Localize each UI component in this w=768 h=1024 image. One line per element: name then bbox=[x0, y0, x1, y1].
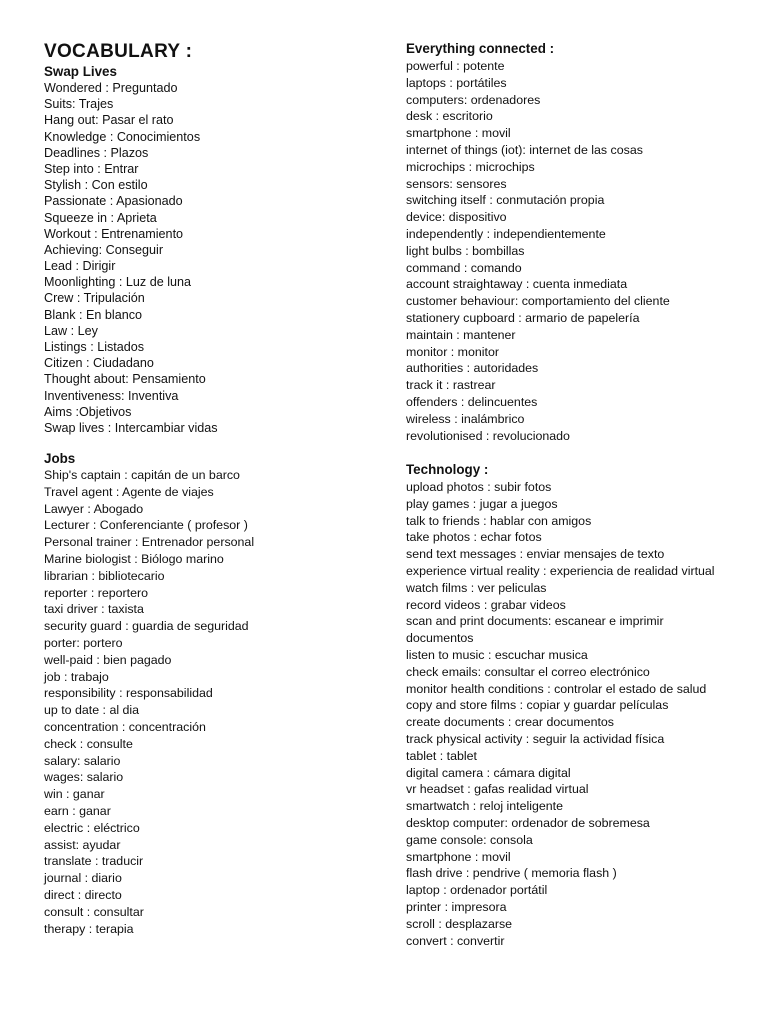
vocabulary-entry: account straightaway : cuenta inmediata bbox=[406, 277, 628, 292]
vocabulary-entry: well-paid : bien pagado bbox=[44, 652, 172, 667]
vocabulary-entry: stationery cupboard : armario de papelería bbox=[406, 310, 640, 325]
vocabulary-entry: microchips : microchips bbox=[406, 159, 535, 174]
vocabulary-entry: record videos : grabar videos bbox=[406, 597, 566, 612]
vocabulary-entry: customer behaviour: comportamiento del cliente bbox=[406, 294, 670, 309]
vocabulary-entry: Citizen : Ciudadano bbox=[44, 356, 154, 371]
vocabulary-entry: digital camera : cámara digital bbox=[406, 765, 571, 780]
vocabulary-entry: laptop : ordenador portátil bbox=[406, 883, 548, 898]
vocabulary-entry: vr headset : gafas realidad virtual bbox=[406, 782, 589, 797]
vocabulary-entry: librarian : bibliotecario bbox=[44, 568, 165, 583]
vocabulary-entry: smartphone : movil bbox=[406, 849, 511, 864]
vocabulary-entry: game console: consola bbox=[406, 832, 533, 847]
vocabulary-entry: internet of things (iot): internet de las cosas bbox=[406, 142, 643, 157]
vocabulary-entry: electric : eléctrico bbox=[44, 820, 140, 835]
vocabulary-entry: offenders : delincuentes bbox=[406, 394, 538, 409]
vocabulary-entry: light bulbs : bombillas bbox=[406, 243, 525, 258]
vocabulary-entry: sensors: sensores bbox=[406, 176, 507, 191]
vocabulary-entry: concentration : concentración bbox=[44, 719, 206, 734]
vocabulary-entry: porter: portero bbox=[44, 635, 123, 650]
vocabulary-entry: monitor : monitor bbox=[406, 344, 499, 359]
vocabulary-entry: Workout : Entrenamiento bbox=[44, 226, 184, 241]
vocabulary-entry: switching itself : conmutación propia bbox=[406, 193, 605, 208]
vocabulary-entry: take photos : echar fotos bbox=[406, 530, 542, 545]
vocabulary-entry: talk to friends : hablar con amigos bbox=[406, 513, 592, 528]
section-heading-jobs: Jobs bbox=[44, 451, 76, 466]
vocabulary-entry: check : consulte bbox=[44, 736, 133, 751]
vocabulary-entry: Lecturer : Conferenciante ( profesor ) bbox=[44, 518, 248, 533]
page-title: VOCABULARY : bbox=[44, 41, 193, 62]
vocabulary-entry: Squeeze in : Aprieta bbox=[44, 210, 157, 225]
vocabulary-entry: revolutionised : revolucionado bbox=[406, 428, 570, 443]
vocabulary-entry: computers: ordenadores bbox=[406, 92, 541, 107]
vocabulary-entry: Thought about: Pensamiento bbox=[44, 372, 206, 387]
vocabulary-entry: copy and store films : copiar y guardar películas bbox=[406, 698, 669, 713]
vocabulary-entry: printer : impresora bbox=[406, 899, 507, 914]
vocabulary-entry: desk : escritorio bbox=[406, 109, 493, 124]
vocabulary-entry: job : trabajo bbox=[44, 669, 109, 684]
vocabulary-entry: Travel agent : Agente de viajes bbox=[44, 484, 214, 499]
vocabulary-entry: Aims :Objetivos bbox=[44, 404, 132, 419]
vocabulary-entry: command : comando bbox=[406, 260, 522, 275]
vocabulary-entry: Achieving: Conseguir bbox=[44, 242, 164, 257]
vocabulary-entry: translate : traducir bbox=[44, 854, 144, 869]
vocabulary-entry: salary: salario bbox=[44, 753, 121, 768]
vocabulary-entry: Personal trainer : Entrenador personal bbox=[44, 535, 255, 550]
vocabulary-entry: authorities : autoridades bbox=[406, 361, 539, 376]
vocabulary-entry: check emails: consultar el correo electrónico bbox=[406, 664, 650, 679]
swap-lives-list bbox=[44, 80, 218, 436]
vocabulary-entry: laptops : portátiles bbox=[406, 75, 507, 90]
vocabulary-entry: Hang out: Pasar el rato bbox=[44, 113, 174, 128]
vocabulary-entry: convert : convertir bbox=[406, 933, 505, 948]
section-heading-technology: Technology : bbox=[406, 462, 489, 477]
vocabulary-entry: play games : jugar a juegos bbox=[406, 496, 558, 511]
vocabulary-entry: watch films : ver peliculas bbox=[406, 580, 547, 595]
vocabulary-entry: wages: salario bbox=[44, 770, 124, 785]
vocabulary-entry: smartphone : movil bbox=[406, 126, 511, 141]
vocabulary-entry: listen to music : escuchar musica bbox=[406, 647, 588, 662]
vocabulary-entry: responsibility : responsabilidad bbox=[44, 686, 213, 701]
section-heading-everything-connected: Everything connected : bbox=[406, 41, 555, 56]
vocabulary-entry: maintain : mantener bbox=[406, 327, 516, 342]
vocabulary-entry: device: dispositivo bbox=[406, 210, 507, 225]
vocabulary-entry: security guard : guardia de seguridad bbox=[44, 619, 249, 634]
vocabulary-entry: assist: ayudar bbox=[44, 837, 121, 852]
vocabulary-entry: Passionate : Apasionado bbox=[44, 194, 183, 209]
vocabulary-entry: Lead : Dirigir bbox=[44, 259, 116, 274]
vocabulary-entry: reporter : reportero bbox=[44, 585, 148, 600]
vocabulary-entry: smartwatch : reloj inteligente bbox=[406, 799, 564, 814]
vocabulary-entry: track physical activity : seguir la actividad física bbox=[406, 731, 665, 746]
vocabulary-entry: flash drive : pendrive ( memoria flash ) bbox=[406, 866, 617, 881]
vocabulary-entry: Ship's captain : capitán de un barco bbox=[44, 468, 240, 482]
vocabulary-entry: scan and print documents: escanear e imprimir documentos bbox=[406, 614, 664, 646]
vocabulary-entry: Blank : En blanco bbox=[44, 307, 143, 322]
vocabulary-entry: scroll : desplazarse bbox=[406, 916, 513, 931]
vocabulary-entry: Marine biologist : Biólogo marino bbox=[44, 551, 224, 566]
vocabulary-entry: Deadlines : Plazos bbox=[44, 145, 149, 160]
vocabulary-entry: Moonlighting : Luz de luna bbox=[44, 275, 192, 290]
vocabulary-entry: earn : ganar bbox=[44, 803, 111, 818]
vocabulary-entry: direct : directo bbox=[44, 887, 122, 902]
vocabulary-entry: send text messages : enviar mensajes de texto bbox=[406, 547, 665, 562]
vocabulary-entry: Wondered : Preguntado bbox=[44, 81, 178, 95]
vocabulary-entry: therapy : terapia bbox=[44, 921, 134, 936]
vocabulary-entry: Law : Ley bbox=[44, 323, 98, 338]
vocabulary-entry: Swap lives : Intercambiar vidas bbox=[44, 420, 218, 435]
vocabulary-entry: experience virtual reality : experiencia de realidad virtual bbox=[406, 563, 715, 578]
vocabulary-entry: win : ganar bbox=[44, 787, 105, 802]
technology-list bbox=[406, 479, 726, 949]
vocabulary-entry: Knowledge : Conocimientos bbox=[44, 129, 201, 144]
everything-connected-list bbox=[406, 58, 670, 444]
vocabulary-entry: powerful : potente bbox=[406, 59, 505, 73]
vocabulary-entry: independently : independientemente bbox=[406, 226, 606, 241]
vocabulary-entry: up to date : al dia bbox=[44, 703, 140, 718]
vocabulary-entry: desktop computer: ordenador de sobremesa bbox=[406, 815, 650, 830]
vocabulary-entry: Lawyer : Abogado bbox=[44, 501, 144, 516]
vocabulary-entry: Listings : Listados bbox=[44, 340, 145, 354]
jobs-list bbox=[44, 467, 254, 937]
vocabulary-entry: Inventiveness: Inventiva bbox=[44, 388, 179, 403]
vocabulary-entry: wireless : inalámbrico bbox=[406, 411, 525, 426]
vocabulary-entry: tablet : tablet bbox=[406, 748, 477, 763]
section-heading-swap-lives: Swap Lives bbox=[44, 64, 117, 79]
vocabulary-entry: Suits: Trajes bbox=[44, 97, 114, 112]
vocabulary-entry: upload photos : subir fotos bbox=[406, 480, 552, 494]
vocabulary-entry: Step into : Entrar bbox=[44, 161, 139, 176]
vocabulary-entry: Stylish : Con estilo bbox=[44, 178, 148, 193]
vocabulary-entry: Crew : Tripulación bbox=[44, 291, 145, 306]
vocabulary-entry: monitor health conditions : controlar el estado de salud bbox=[406, 681, 707, 696]
vocabulary-entry: track it : rastrear bbox=[406, 378, 496, 393]
vocabulary-entry: taxi driver : taxista bbox=[44, 602, 144, 617]
vocabulary-entry: journal : diario bbox=[44, 871, 122, 886]
vocabulary-entry: consult : consultar bbox=[44, 904, 144, 919]
vocabulary-entry: create documents : crear documentos bbox=[406, 715, 614, 730]
